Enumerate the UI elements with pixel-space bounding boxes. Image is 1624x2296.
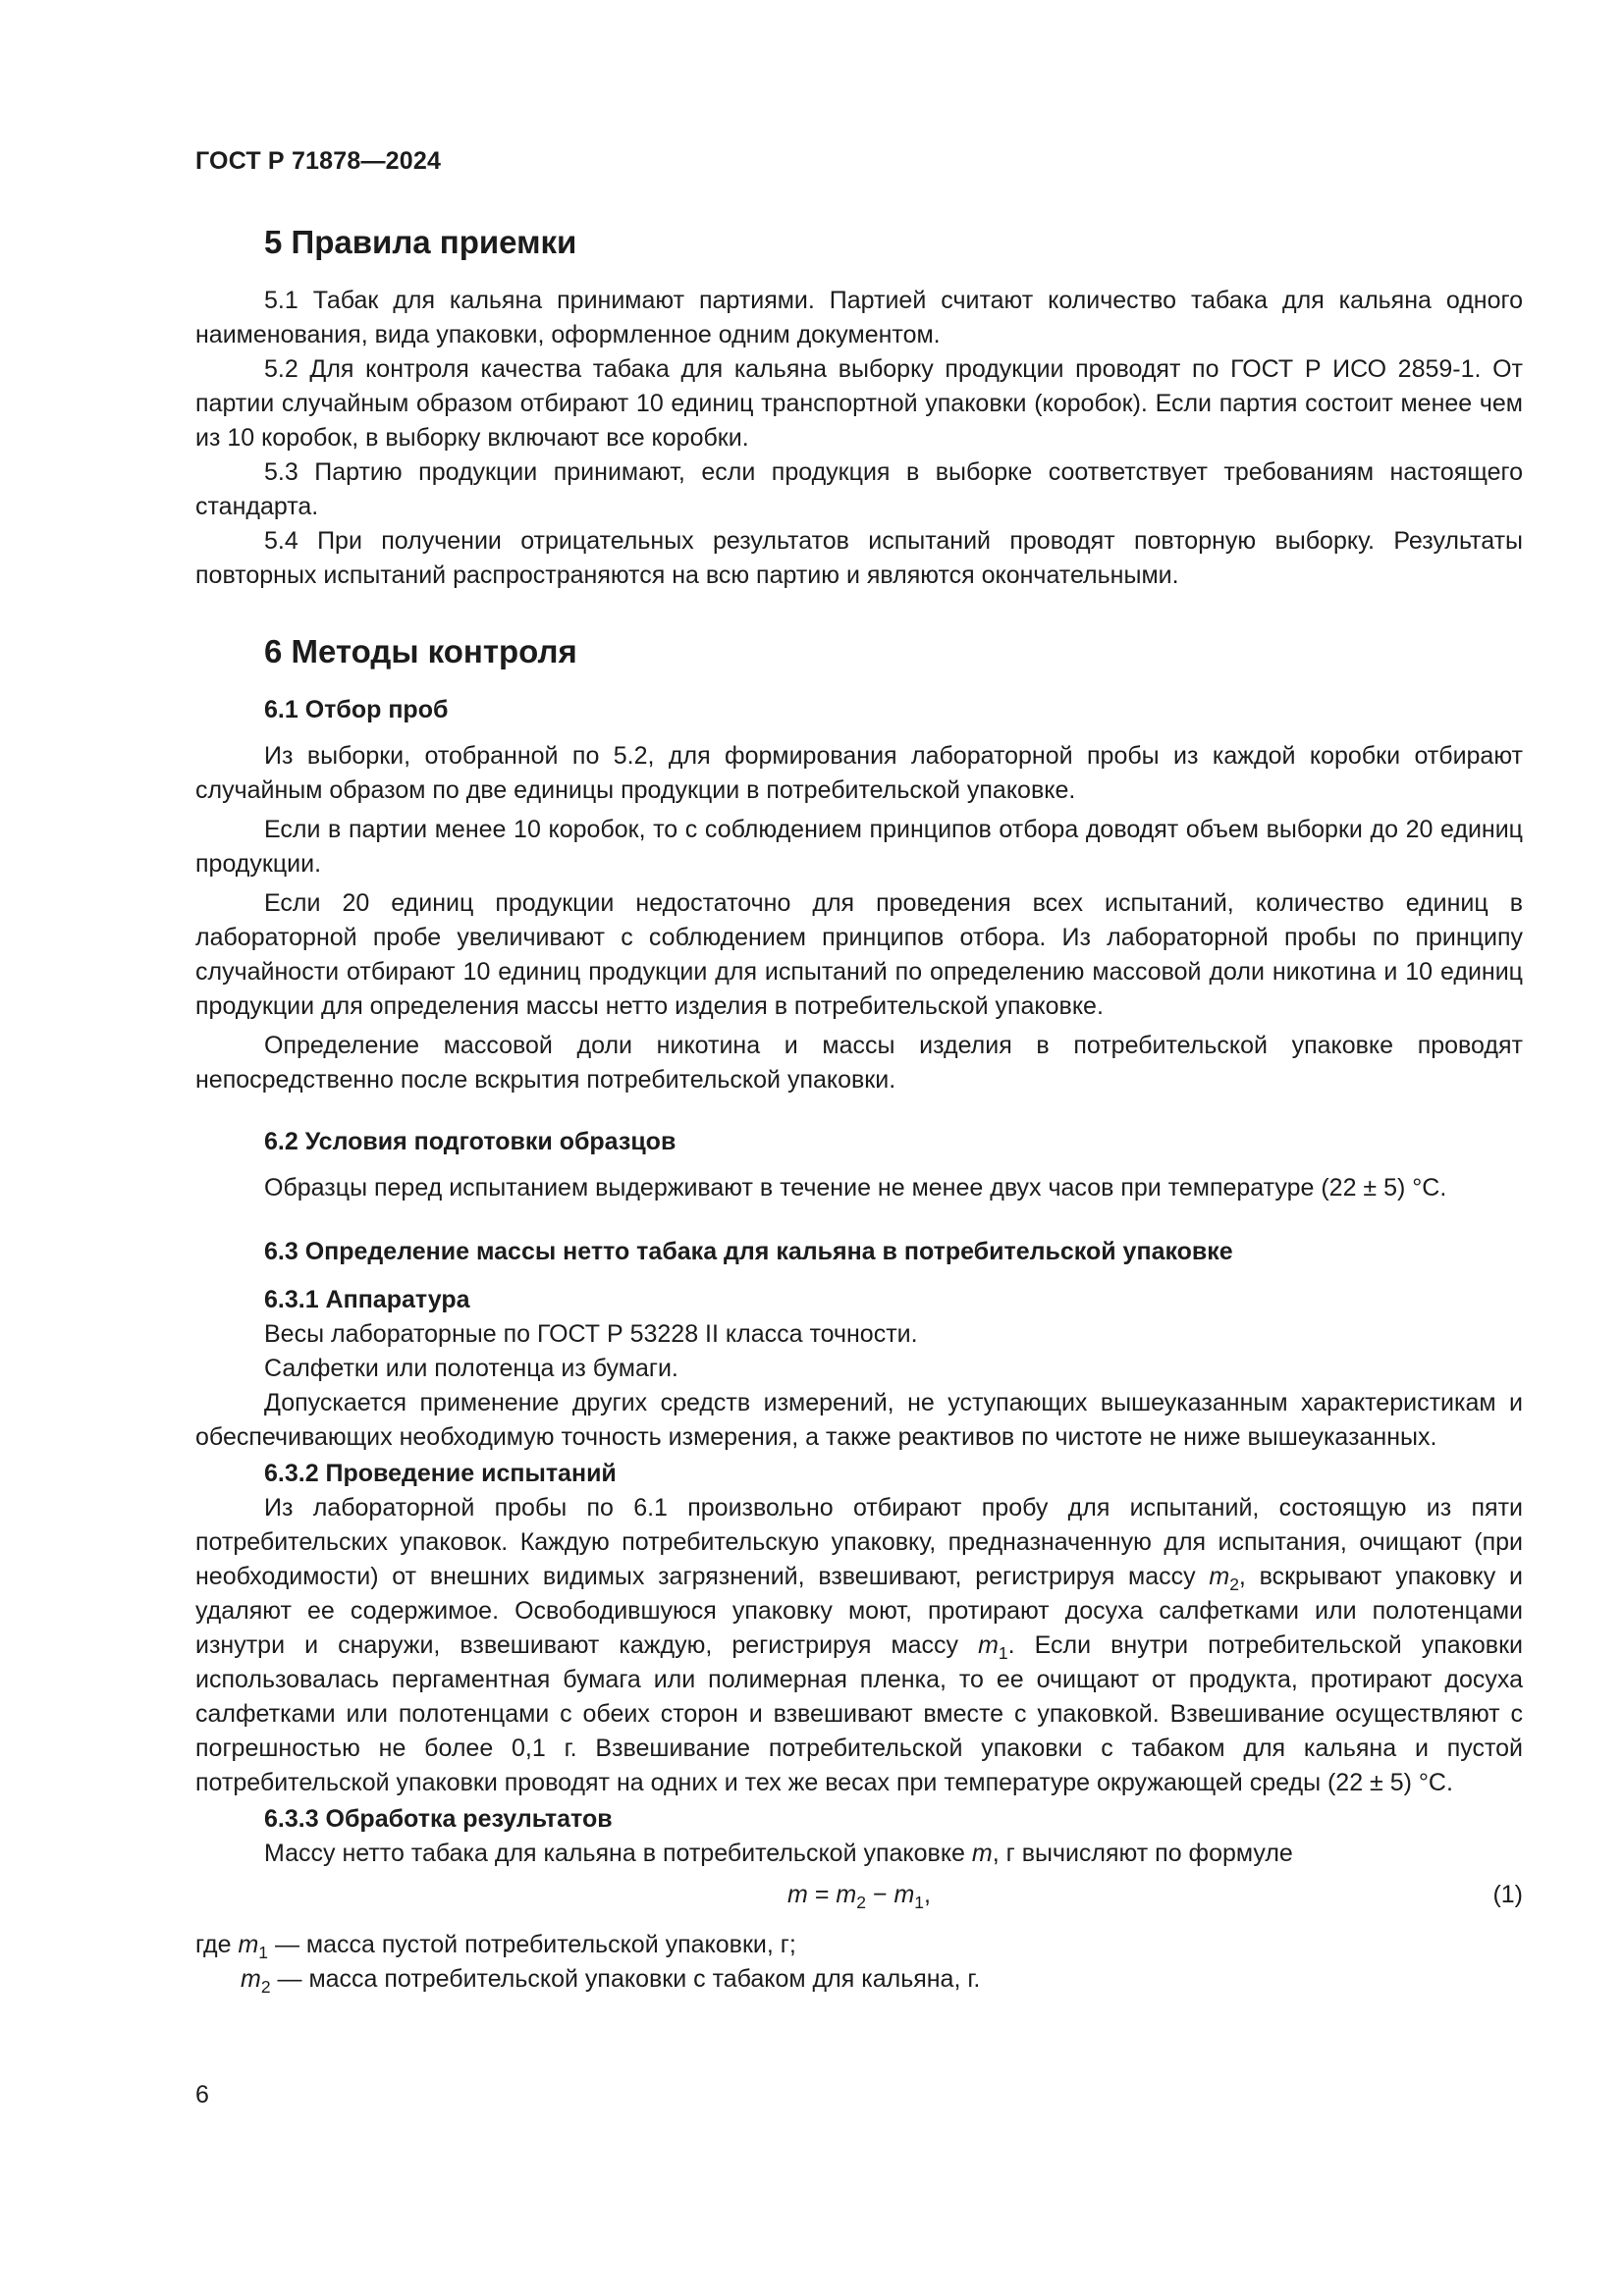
subscript: 2 — [260, 1977, 271, 1998]
subscript: 1 — [914, 1893, 924, 1913]
minus-sign: − — [865, 1881, 894, 1908]
document-code-header: ГОСТ Р 71878—2024 — [195, 147, 442, 175]
var-m: m — [238, 1931, 259, 1958]
formula-block — [195, 1875, 1523, 1914]
section-5-title: 5 Правила приемки — [264, 224, 577, 260]
section-6-3-1-title: 6.3.1 Аппаратура — [264, 1286, 470, 1313]
paragraph-5-2: 5.2 Для контроля качества табака для кальяна выборку продукции проводят по ГОСТ Р ИСО 2859-1. От партии случайным образом отбирают 10 единиц транспортной упаковки (коробок). Если партия состоит менее чем из 10 коробок, в выборку включают все коробки. — [195, 355, 1523, 452]
paragraph-6-2: Образцы перед испытанием выдерживают в течение не менее двух часов при температуре (22 ± 5) °С. — [264, 1174, 1447, 1201]
paragraph-5-3: 5.3 Партию продукции принимают, если продукция в выборке соответствует требованиям настоящего стандарта. — [195, 458, 1523, 520]
where-line-m1 — [195, 1928, 1523, 1962]
var-m: m — [1209, 1563, 1230, 1590]
where-m2-definition: — масса потребительской упаковки с табаком для кальяна, г. — [270, 1965, 981, 1993]
paragraph-6-3-1-b: Салфетки или полотенца из бумаги. — [264, 1355, 678, 1382]
paragraph-6-3-1-a: Весы лабораторные по ГОСТ Р 53228 II класса точности. — [264, 1320, 918, 1348]
paragraph-6-3-2 — [195, 1491, 1523, 1800]
formula — [195, 1875, 1523, 1914]
paragraph-6-3-3 — [195, 1837, 1523, 1871]
document-body — [195, 221, 1523, 1997]
section-6-3-3-title: 6.3.3 Обработка результатов — [264, 1805, 613, 1833]
var-m: m — [893, 1881, 915, 1908]
var-m: m — [241, 1965, 261, 1993]
subscript: 2 — [1229, 1575, 1239, 1595]
paragraph-6-3-2-part-2: , вскрывают упаковку и удаляют ее содержимое. Освободившуюся упаковку моют, протирают досуха салфетками или полотенцами изнутри и снаружи, взвешивают каждую, регистрируя массу — [195, 1563, 1523, 1659]
paragraph-5-1: 5.1 Табак для кальяна принимают партиями. Партией считают количество табака для кальяна одного наименования, вида упаковки, оформленное одним документом. — [195, 287, 1523, 348]
equals-sign: = — [807, 1881, 837, 1908]
paragraph-6-3-2-part-1: Из лабораторной пробы по 6.1 произвольно отбирают пробу для испытаний, состоящую из пяти потребительских упаковок. Каждую потребительскую упаковку, предназначенную для испытания, очищают (при необходимости) от внешних видимых загрязнений, взвешивают, регистрируя массу — [195, 1494, 1523, 1590]
var-m: m — [836, 1881, 857, 1908]
paragraph-6-1-c: Если 20 единиц продукции недостаточно для проведения всех испытаний, количество единиц в лабораторной пробе увеличивают с соблюдением принципов отбора. Из лабораторной пробы по принципу случайности отбирают 10 единиц продукции для испытаний по определению массовой доли никотина и 10 единиц продукции для определения массы нетто изделия в потребительской упаковке. — [195, 889, 1523, 1020]
page-number: 6 — [195, 2081, 209, 2109]
paragraph-6-1-a: Из выборки, отобранной по 5.2, для формирования лабораторной пробы из каждой коробки отбирают случайным образом по две единицы продукции в потребительской упаковке. — [195, 742, 1523, 804]
paragraph-5-4: 5.4 При получении отрицательных результатов испытаний проводят повторную выборку. Результаты повторных испытаний распространяются на всю партию и являются окончательными. — [195, 527, 1523, 589]
paragraph-6-3-3-text: Массу нетто табака для кальяна в потребительской упаковке — [264, 1840, 972, 1867]
paragraph-6-3-2-part-3: . Если внутри потребительской упаковки использовалась пергаментная бумага или полимерная пленка, то ее очищают от продукта, протирают досуха салфетками или полотенцами с обеих сторон и взвешивают вместе с упаковкой. Взвешивание осуществляют с погрешностью не более 0,1 г. Взвешивание потребительской упаковки с табаком для кальяна и пустой потребительской упаковки проводят на одних и тех же весах при температуре окружающей среды (22 ± 5) °С. — [195, 1631, 1523, 1796]
formula-number: (1) — [1492, 1881, 1523, 1908]
where-m1-definition: — масса пустой потребительской упаковки, г; — [268, 1931, 796, 1958]
var-m: m — [978, 1631, 999, 1659]
subscript: 1 — [258, 1943, 268, 1963]
paragraph-6-1-d: Определение массовой доли никотина и массы изделия в потребительской упаковке проводят непосредственно после вскрытия потребительской упаковки. — [195, 1032, 1523, 1094]
subscript: 1 — [998, 1643, 1008, 1664]
paragraph-6-3-1-c: Допускается применение других средств измерений, не уступающих вышеуказанным характеристикам и обеспечивающих необходимую точность измерения, а также реактивов по чистоте не ниже вышеуказанных. — [195, 1389, 1523, 1451]
var-m: m — [787, 1881, 808, 1908]
section-6-1-title: 6.1 Отбор проб — [264, 696, 449, 723]
section-6-title: 6 Методы контроля — [264, 633, 577, 669]
where-line-m2 — [195, 1962, 1523, 1997]
section-6-3-title: 6.3 Определение массы нетто табака для кальяна в потребительской упаковке — [264, 1238, 1233, 1265]
section-6-2-title: 6.2 Условия подготовки образцов — [264, 1128, 677, 1155]
paragraph-6-1-b: Если в партии менее 10 коробок, то с соблюдением принципов отбора доводят объем выборки до 20 единиц продукции. — [195, 816, 1523, 878]
where-word: где — [195, 1931, 239, 1958]
section-6-3-2-title: 6.3.2 Проведение испытаний — [264, 1460, 617, 1487]
var-m: m — [971, 1840, 993, 1867]
subscript: 2 — [856, 1893, 866, 1913]
formula-comma: , — [924, 1881, 931, 1908]
paragraph-6-3-3-tail: , г вычисляют по формуле — [992, 1840, 1293, 1867]
